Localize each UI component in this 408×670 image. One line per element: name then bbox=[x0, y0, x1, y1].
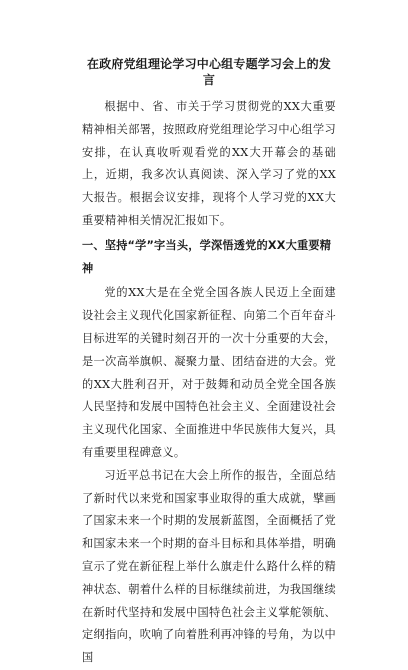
section-1-paragraph-1: 党的XX大是在全党全国各族人民迈上全面建设社会主义现代化国家新征程、向第二个百年奋斗目标进军的关键时刻召开的一次十分重要的大会，是一次高举旗帜、凝聚力量、团结奋进的大会。党的XX大胜利召开，对于鼓舞和动员全党全国各族人民坚持和发展中国特色社会主义、全面建设社会主义现代化国家、全面推进中华民族伟大复兴，具有重要里程碑意义。 bbox=[82, 286, 336, 459]
section-1-heading: 一、坚持“学”字当头，学深悟透党的XX大重要精神 bbox=[82, 238, 332, 275]
section-1-paragraph-2: 习近平总书记在大会上所作的报告，全面总结了新时代以来党和国家事业取得的重大成就，擘画了国家未来一个时期的发展新蓝图，全面概括了党和国家未来一个时期的奋斗目标和具体举措，明确宣示了党在新征程上举什么旗走什么路什么样的精神状态、朝着什么样的目标继续前进，为我国继续在新时代坚持和发展中国特色社会主义掌舵领航、定纲指向，吹响了向着胜利再冲锋的号角，为以中国 bbox=[82, 468, 336, 665]
document-title: 在政府党组理论学习中心组专题学习会上的发言 bbox=[86, 57, 331, 87]
intro-paragraph: 根据中、省、市关于学习贯彻党的XX大重要精神相关部署，按照政府党组理论学习中心组学习安排，在认真收听观看党的XX大开幕会的基础上，近期，我多次认真阅读、深入学习了党的XX大报告。根据会议安排，现将个人学习党的XX大重要精神相关情况汇报如下。 bbox=[82, 100, 336, 227]
